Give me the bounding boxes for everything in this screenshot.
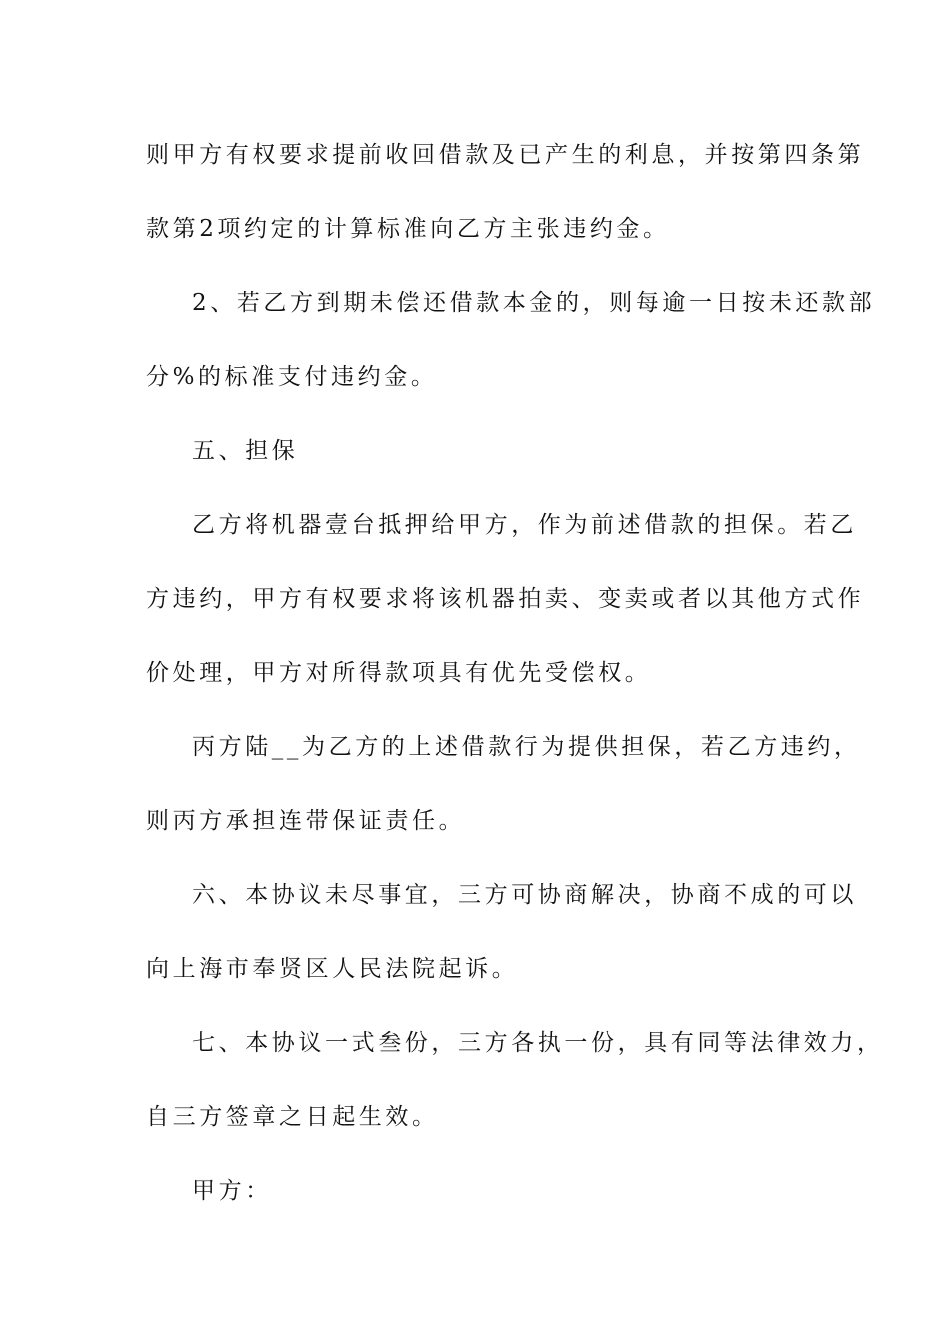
paragraph-line: 分%的标准支付违约金。 <box>146 364 438 390</box>
section-heading: 五、担保 <box>192 438 299 464</box>
paragraph-line: 方违约，甲方有权要求将该机器拍卖、变卖或者以其他方式作 <box>146 586 865 612</box>
paragraph-line: 乙方将机器壹台抵押给甲方，作为前述借款的担保。若乙 <box>192 512 857 538</box>
paragraph-line: 六、本协议未尽事宜，三方可协商解决，协商不成的可以 <box>192 882 857 908</box>
paragraph-line: 自三方签章之日起生效。 <box>146 1104 439 1130</box>
paragraph-line: 款第2项约定的计算标准向乙方主张违约金。 <box>146 216 670 242</box>
signature-label: 甲方： <box>192 1178 272 1204</box>
paragraph-line: 则丙方承担连带保证责任。 <box>146 808 466 834</box>
paragraph-line: 则甲方有权要求提前收回借款及已产生的利息，并按第四条第 <box>146 142 865 168</box>
paragraph-line: 七、本协议一式叁份，三方各执一份，具有同等法律效力， <box>192 1030 884 1056</box>
paragraph-line: 向上海市奉贤区人民法院起诉。 <box>146 956 519 982</box>
paragraph-line: 2、若乙方到期未偿还借款本金的，则每逾一日按未还款部 <box>192 290 876 316</box>
paragraph-line: 丙方陆__为乙方的上述借款行为提供担保，若乙方违约， <box>192 734 861 760</box>
paragraph-line: 价处理，甲方对所得款项具有优先受偿权。 <box>146 660 652 686</box>
